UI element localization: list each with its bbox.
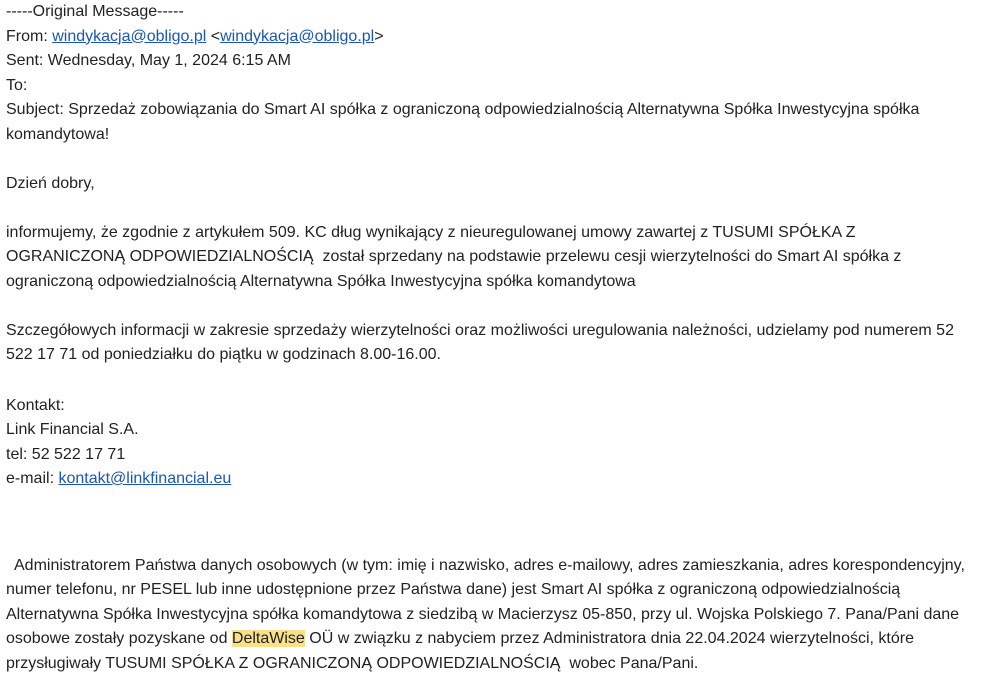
paragraph-2-line: Szczegółowych informacji w zakresie sprzedaży wierzytelności oraz możliwości uregulowania należności, udzielamy pod numerem 52 xyxy=(6,321,954,339)
contact-label: Kontakt: xyxy=(6,396,65,414)
privacy-line: Administratorem Państwa danych osobowych (w tym: imię i nazwisko, adres e-mailowy, adres zamieszkania, adres korespondencyjny, xyxy=(6,556,965,574)
paragraph-1-line: ograniczoną odpowiedzialnością Alternatywna Spółka Inwestycyjna spółka komandytowa xyxy=(6,272,636,290)
from-label: From: xyxy=(6,27,53,45)
from-email-link-bracketed[interactable]: windykacja@obligo.pl xyxy=(220,27,375,45)
subject-line-1: Subject: Sprzedaż zobowiązania do Smart AI spółka z ograniczoną odpowiedzialnością Alternatywna Spółka Inwestycyjna spółka xyxy=(6,101,920,118)
from-email-link[interactable]: windykacja@obligo.pl xyxy=(52,27,207,45)
contact-company: Link Financial S.A. xyxy=(6,421,139,438)
privacy-text: OÜ w związku z nabyciem przez Administratora dnia 22.04.2024 wierzytelności, które xyxy=(304,630,914,647)
privacy-line: numer telefonu, nr PESEL lub inne udostępnione przez Państwa dane) jest Smart AI spółka z ograniczoną odpowiedzialnością xyxy=(6,581,901,598)
greeting: Dzień dobry, xyxy=(6,174,95,192)
privacy-line: przysługiwały TUSUMI SPÓŁKA Z OGRANICZONĄ ODPOWIEDZIALNOŚCIĄ wobec Pana/Pani. xyxy=(6,654,699,672)
paragraph-1-line: informujemy, że zgodnie z artykułem 509. KC dług wynikający z nieuregulowanej umowy zawartej z TUSUMI SPÓŁKA Z xyxy=(6,223,856,241)
sent-line: Sent: Wednesday, May 1, 2024 6:15 AM xyxy=(6,52,291,69)
contact-email-line xyxy=(6,467,1000,492)
contact-phone: tel: 52 522 17 71 xyxy=(6,445,126,463)
to-line: To: xyxy=(6,76,28,94)
paragraph-2-line: 522 17 71 od poniedziałku do piątku w godzinach 8.00-16.00. xyxy=(6,346,441,363)
highlighted-term: DeltaWise xyxy=(231,630,305,647)
privacy-line: Alternatywna Spółka Inwestycyjna spółka komandytowa z siedzibą w Macierzysz 05-850, przy ul. Wojska Polskiego 7. Pana/Pani dane xyxy=(6,605,960,623)
contact-email-link[interactable]: kontakt@linkfinancial.eu xyxy=(58,470,232,487)
privacy-line xyxy=(6,627,1000,652)
subject-line-2: komandytowa! xyxy=(6,125,110,143)
original-message-separator: -----Original Message----- xyxy=(6,3,184,20)
privacy-text: osobowe zostały pozyskane od xyxy=(6,630,232,647)
paragraph-1-line: OGRANICZONĄ ODPOWIEDZIALNOŚCIĄ został sprzedany na podstawie przelewu cesji wierzytelności do Smart AI spółka z xyxy=(6,248,902,265)
from-line: From: windykacja@obligo.pl <windykacja@obligo.pl> xyxy=(6,27,384,45)
contact-email-label: e-mail: xyxy=(6,470,59,487)
